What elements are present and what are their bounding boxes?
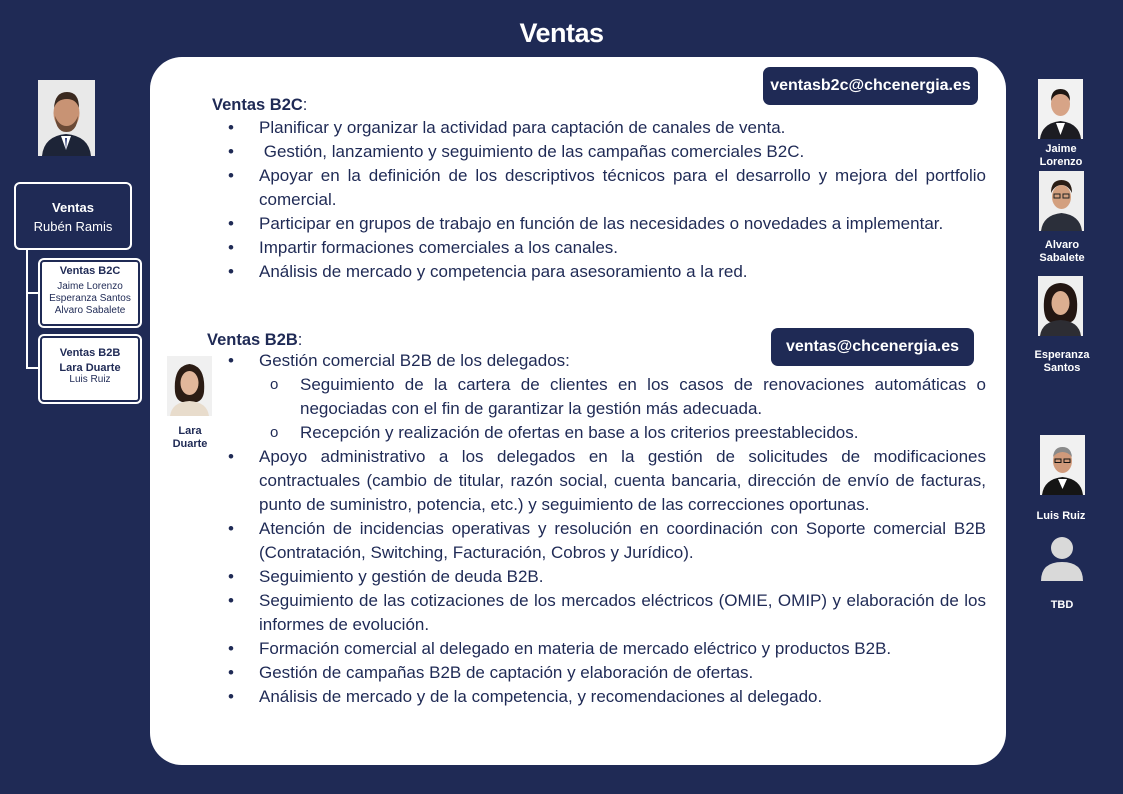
list-item [228,661,986,685]
list-item-text: Seguimiento de la cartera de clientes en los casos de renovaciones automáticas o negociadas con el fin de garantizar la gestión más adecuada. [300,375,986,418]
bullet: • [228,591,234,610]
list-item-text: Gestión, lanzamiento y seguimiento de las campañas comerciales B2C. [259,142,805,161]
person-first-name: Alvaro [1044,239,1080,251]
list-item-text: Recepción y realización de ofertas en base a los criterios preestablecidos. [300,423,859,442]
person-last-name: Lorenzo [1039,156,1083,168]
list-item-text: Análisis de mercado y de la competencia, y recomendaciones al delegado. [259,687,823,706]
list-item-text: Atención de incidencias operativas y resolución en coordinación con Soporte comercial B2B (Contratación, Switching, Facturación, Cobros y Jurídico). [259,519,986,562]
man-portrait-icon [1040,435,1085,495]
woman-portrait-icon [167,356,212,416]
bullet: • [228,447,234,466]
org-b2c-member: Alvaro Sabalete [54,305,126,316]
bullet: • [228,214,234,233]
person-last-name: Duarte [172,438,208,450]
person-placeholder-icon [1040,535,1084,581]
org-main-name: Rubén Ramis [33,219,113,234]
bullet: • [228,519,234,538]
list-item-text: Seguimiento de las cotizaciones de los mercados eléctricos (OMIE, OMIP) y elaboración de los informes de evolución. [259,591,986,634]
b2b-list [228,349,986,709]
list-item [228,236,986,260]
list-item [228,260,986,284]
ruben-ramis-photo [38,80,95,156]
bullet: • [228,142,234,161]
org-b2b-box [40,336,140,402]
sub-list-item [259,421,986,445]
person-first-name: Jaime [1045,143,1077,155]
list-item [228,445,986,517]
esperanza-santos-photo [1038,276,1083,336]
org-b2b-title: Ventas B2B [59,347,121,359]
alvaro-sabalete-photo [1039,171,1084,231]
man-portrait-icon [38,80,95,156]
org-connector-b2b [26,367,40,369]
man-portrait-icon [1038,79,1083,139]
list-item [228,140,986,164]
org-main-box [14,182,132,250]
lara-duarte-photo [167,356,212,416]
org-b2c-member: Esperanza Santos [49,293,131,304]
b2c-heading [212,96,307,115]
org-connector-vertical [26,250,28,368]
woman-portrait-icon [1038,276,1083,336]
b2c-heading-text: Ventas B2C [212,96,303,114]
list-item-text: Apoyo administrativo a los delegados en la gestión de solicitudes de modificaciones contractuales (cambio de titular, razón social, cuenta bancaria, dirección de envío de facturas, punto de suministro, potencia, etc.) y seguimiento de las correcciones oportunas. [259,447,986,514]
sub-list-item [259,373,986,421]
person-last-name: Sabalete [1039,252,1085,264]
list-item [228,517,986,565]
page-title: Ventas [519,18,604,48]
bullet: • [228,639,234,658]
org-main-title: Ventas [52,200,94,215]
list-item-text: Seguimiento y gestión de deuda B2B. [259,567,544,586]
org-b2b-lead: Lara Duarte [59,362,121,374]
list-item-text: Apoyar en la definición de los descriptivos técnicos para el desarrollo y mejora del portfolio comercial. [259,166,986,209]
list-item [228,212,986,236]
bullet: • [228,567,234,586]
tbd-label: TBD [1050,599,1074,611]
list-item-text: Impartir formaciones comerciales a los canales. [259,238,619,257]
person-first-name: Esperanza [1034,349,1090,361]
bullet: • [228,262,234,281]
list-item [228,637,986,661]
list-item [228,116,986,140]
list-item-text: Gestión comercial B2B de los delegados: [259,351,570,370]
bullet: • [228,118,234,137]
b2b-heading-colon: : [297,331,303,349]
luis-ruiz-photo [1040,435,1085,495]
person-first-name: Lara [178,425,202,437]
b2b-heading [207,331,302,350]
list-item [228,589,986,637]
list-item-text: Gestión de campañas B2B de captación y elaboración de ofertas. [259,663,754,682]
org-b2b-member: Luis Ruiz [69,374,111,385]
bullet: • [228,166,234,185]
list-item-text: Participar en grupos de trabajo en función de las necesidades o novedades a implementar. [259,214,944,233]
person-last-name: Santos [1043,362,1081,374]
email-b2c-badge[interactable]: ventasb2c@chcenergia.es [763,67,978,105]
list-item-text: Análisis de mercado y competencia para asesoramiento a la red. [259,262,748,281]
jaime-lorenzo-photo [1038,79,1083,139]
bullet: • [228,351,234,370]
bullet: • [228,238,234,257]
sub-bullet: o [270,376,279,393]
alvaro-sabalete-name [1030,239,1094,265]
list-item-text: Planificar y organizar la actividad para captación de canales de venta. [259,118,786,137]
b2c-heading-colon: : [302,96,308,114]
esperanza-santos-name [1026,349,1098,375]
list-item [228,565,986,589]
list-item [228,349,986,373]
list-item-text: Formación comercial al delegado en materia de mercado eléctrico y productos B2B. [259,639,892,658]
bullet: • [228,663,234,682]
email-b2b-badge[interactable]: ventas@chcenergia.es [771,328,974,366]
b2c-list [228,116,986,284]
org-b2c-box [40,260,140,326]
org-b2c-member: Jaime Lorenzo [57,281,123,292]
man-portrait-icon [1039,171,1084,231]
list-item [228,685,986,709]
luis-ruiz-name: Luis Ruiz [1036,510,1086,522]
sub-bullet: o [270,424,279,441]
jaime-lorenzo-name [1030,143,1092,169]
list-item [228,164,986,212]
lara-duarte-name [160,425,220,451]
org-b2c-title: Ventas B2C [59,265,121,277]
b2b-heading-text: Ventas B2B [207,331,298,349]
org-connector-b2c [26,292,40,294]
bullet: • [228,687,234,706]
